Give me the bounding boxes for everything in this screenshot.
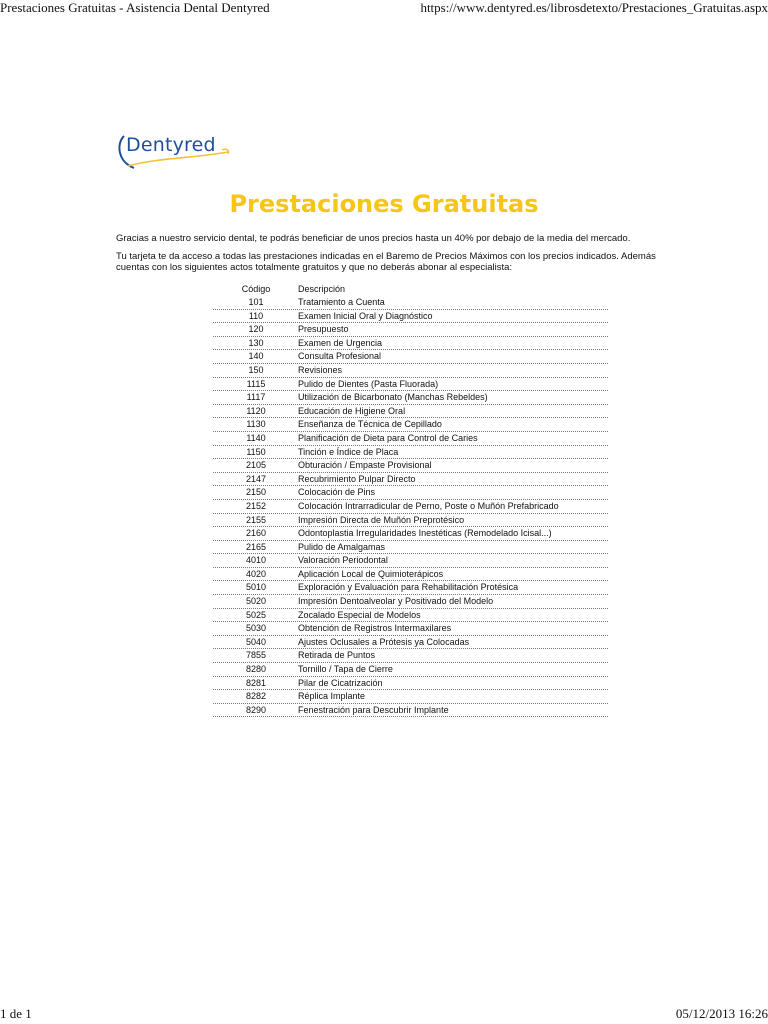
service-description: Tinción e Índice de Placa bbox=[298, 446, 399, 457]
service-description: Impresión Dentoalveolar y Positivado del Modelo bbox=[298, 596, 494, 607]
service-description: Ajustes Oclusales a Prótesis ya Colocadas bbox=[298, 636, 470, 647]
service-description: Obturación / Empaste Provisional bbox=[298, 460, 432, 471]
service-code: 5030 bbox=[245, 623, 267, 634]
service-description: Utilización de Bicarbonato (Manchas Rebeldes) bbox=[298, 392, 488, 403]
table-row bbox=[213, 296, 608, 310]
service-code: 1115 bbox=[246, 378, 266, 389]
service-code: 4010 bbox=[245, 555, 267, 566]
service-description: Odontoplastia Irregularidades Inestéticas (Remodelado Icisal...) bbox=[298, 528, 552, 539]
table-row bbox=[213, 514, 608, 528]
service-code: 110 bbox=[248, 310, 264, 321]
service-description: Impresión Directa de Muñón Preprotésico bbox=[298, 514, 465, 525]
service-description: Colocación de Pins bbox=[298, 487, 376, 498]
service-description: Examen Inicial Oral y Diagnóstico bbox=[298, 310, 433, 321]
service-code: 1150 bbox=[246, 446, 266, 457]
service-description: Revisiones bbox=[298, 364, 343, 375]
service-code: 5025 bbox=[245, 609, 267, 620]
service-description: Planificación de Dieta para Control de Caries bbox=[298, 432, 478, 443]
intro-paragraph-2: Tu tarjeta te da acceso a todas las prestaciones indicadas en el Baremo de Precios Máximos con los precios indicados. Además cuentas con los siguientes actos totalmente gratuitos y que no deberás abonar al especialista: bbox=[116, 251, 656, 273]
service-description: Zocalado Especial de Modelos bbox=[298, 609, 421, 620]
table-row bbox=[213, 704, 608, 718]
table-row bbox=[213, 473, 608, 487]
service-code: 2160 bbox=[245, 528, 267, 539]
service-description: Pulido de Dientes (Pasta Fluorada) bbox=[298, 378, 439, 389]
table-row bbox=[213, 595, 608, 609]
table-row bbox=[213, 459, 608, 473]
service-description: Colocación Intrarradicular de Perno, Poste o Muñón Prefabricado bbox=[298, 500, 559, 511]
service-code: 130 bbox=[248, 337, 264, 348]
print-header-url: https://www.dentyred.es/librosdetexto/Prestaciones_Gratuitas.aspx bbox=[420, 0, 768, 15]
table-row bbox=[213, 337, 608, 351]
table-row bbox=[213, 446, 608, 460]
service-code: 101 bbox=[248, 297, 264, 307]
service-code: 8282 bbox=[245, 691, 267, 702]
table-row bbox=[213, 432, 608, 446]
service-code: 8281 bbox=[245, 677, 267, 688]
table-row bbox=[213, 364, 608, 378]
service-code: 8280 bbox=[245, 664, 267, 675]
service-code: 2105 bbox=[245, 460, 267, 471]
service-code: 5040 bbox=[245, 636, 267, 647]
print-footer-page: 1 de 1 bbox=[0, 1006, 32, 1021]
page-title: Prestaciones Gratuitas bbox=[229, 190, 539, 218]
logo-wordmark: Dentyred bbox=[126, 134, 216, 156]
intro-paragraph-1: Gracias a nuestro servicio dental, te podrás beneficiar de unos precios hasta un 40% por debajo de la media del mercado. bbox=[116, 233, 631, 244]
service-description: Retirada de Puntos bbox=[298, 650, 376, 661]
service-description: Tornillo / Tapa de Cierre bbox=[298, 664, 393, 675]
service-description: Pilar de Cicatrización bbox=[298, 677, 383, 688]
table-row bbox=[213, 350, 608, 364]
table-row bbox=[213, 568, 608, 582]
services-table bbox=[213, 296, 608, 717]
table-row bbox=[213, 486, 608, 500]
service-description: Pulido de Amalgamas bbox=[298, 541, 386, 552]
service-description: Examen de Urgencia bbox=[298, 337, 383, 348]
column-header-description: Descripción bbox=[298, 284, 346, 294]
service-description: Obtención de Registros Intermaxilares bbox=[298, 623, 452, 634]
service-code: 150 bbox=[248, 364, 264, 375]
table-row bbox=[213, 690, 608, 704]
service-description: Exploración y Evaluación para Rehabilitación Protésica bbox=[298, 582, 519, 593]
table-row bbox=[213, 677, 608, 691]
service-code: 140 bbox=[248, 351, 264, 362]
table-row bbox=[213, 636, 608, 650]
service-description: Enseñanza de Técnica de Cepillado bbox=[298, 419, 442, 430]
service-description: Réplica Implante bbox=[298, 691, 366, 702]
table-row bbox=[213, 622, 608, 636]
table-row bbox=[213, 541, 608, 555]
table-row bbox=[213, 581, 608, 595]
dentyred-logo bbox=[116, 128, 234, 172]
service-code: 5010 bbox=[245, 582, 267, 593]
service-description: Recubrimiento Pulpar Directo bbox=[298, 473, 416, 484]
service-code: 5020 bbox=[245, 596, 267, 607]
service-description: Aplicación Local de Quimioterápicos bbox=[298, 568, 444, 579]
table-row bbox=[213, 310, 608, 324]
service-code: 8290 bbox=[245, 704, 267, 715]
table-row bbox=[213, 418, 608, 432]
table-row bbox=[213, 554, 608, 568]
table-row bbox=[213, 500, 608, 514]
service-code: 1120 bbox=[246, 405, 266, 416]
print-header-title: Prestaciones Gratuitas - Asistencia Dental Dentyred bbox=[0, 0, 270, 15]
service-code: 2155 bbox=[245, 514, 267, 525]
table-row bbox=[213, 649, 608, 663]
table-row bbox=[213, 323, 608, 337]
service-description: Consulta Profesional bbox=[298, 351, 382, 362]
service-code: 1140 bbox=[246, 432, 266, 443]
table-row bbox=[213, 391, 608, 405]
table-row bbox=[213, 663, 608, 677]
service-code: 1117 bbox=[246, 392, 266, 403]
service-code: 7855 bbox=[245, 650, 267, 661]
service-description: Presupuesto bbox=[298, 324, 349, 335]
service-description: Valoración Periodontal bbox=[298, 555, 388, 566]
service-code: 120 bbox=[248, 324, 264, 335]
print-footer-datetime: 05/12/2013 16:26 bbox=[675, 1006, 768, 1021]
service-code: 2165 bbox=[245, 541, 267, 552]
column-header-code: Código bbox=[241, 284, 271, 294]
table-row bbox=[213, 527, 608, 541]
service-description: Educación de Higiene Oral bbox=[298, 405, 406, 416]
service-code: 2150 bbox=[245, 487, 267, 498]
service-code: 1130 bbox=[246, 419, 266, 430]
service-code: 4020 bbox=[245, 568, 267, 579]
table-row bbox=[213, 609, 608, 623]
service-code: 2147 bbox=[245, 473, 267, 484]
service-description: Tratamiento a Cuenta bbox=[298, 297, 385, 307]
table-row bbox=[213, 378, 608, 392]
table-row bbox=[213, 405, 608, 419]
service-description: Fenestración para Descubrir Implante bbox=[298, 704, 449, 715]
service-code: 2152 bbox=[245, 500, 267, 511]
